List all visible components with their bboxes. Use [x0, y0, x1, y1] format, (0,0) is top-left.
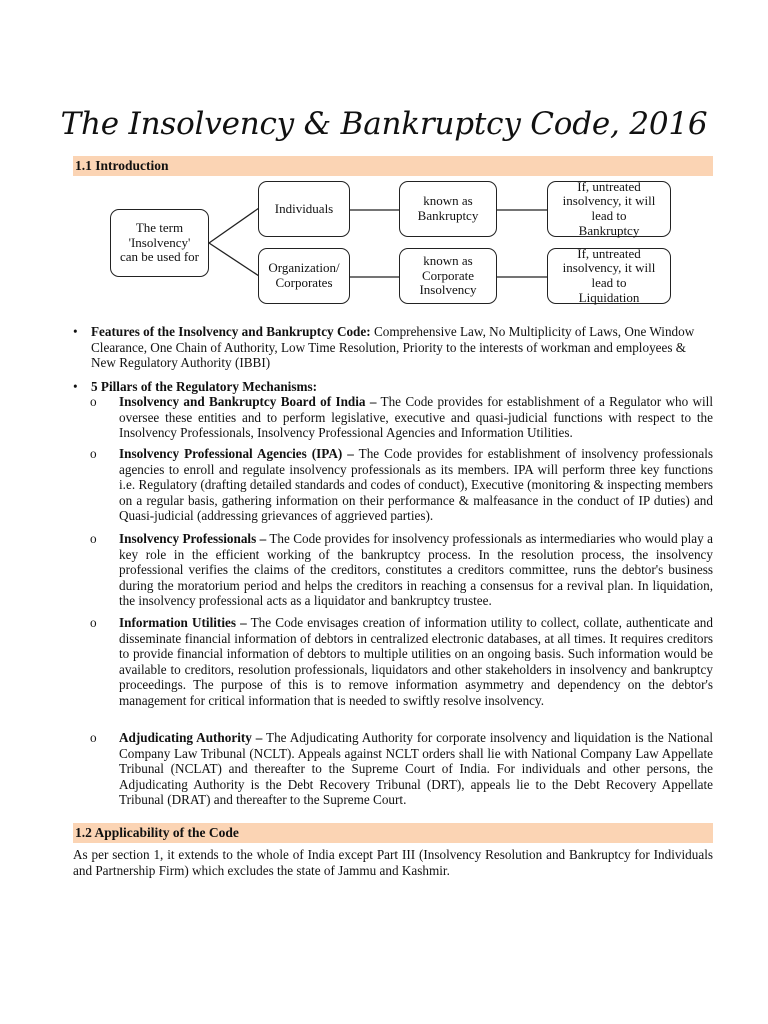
diagram-box-individuals: Individuals: [258, 181, 350, 237]
diagram-box-lead-bankruptcy: If, untreated insolvency, it will lead to Bankruptcy: [547, 181, 671, 237]
bullet-dot: •: [73, 379, 78, 394]
pillar-item-ibbi: [90, 394, 713, 441]
features-text: Comprehensive Law, No Multiplicity of Laws, One Window Clearance, One Chain of Authority, Low Time Resolution, Priority to the interests of workman and employees & New Regulatory Authority (IBBI): [91, 324, 695, 371]
sub-bullet: o: [90, 730, 97, 745]
pillar-text: The Code envisages creation of information utility to collect, collate, authenticate and disseminate financial information of debtors in centralized electronic databases, at all times. It requires creditors to provide financial information of debtors to multiple utilities on an ongoing basis. Such information would be available to creditors, resolution professionals, liquidators and other stakeholders in insolvency and bankruptcy proceedings. The purpose of this is to remove information asymmetry and dependency on the debtor's management for critical information that is needed to swiftly resolve insolvency.: [119, 615, 713, 708]
sub-bullet: o: [90, 394, 97, 409]
pillar-text: The Code provides for insolvency professionals as intermediaries who would play a key role in the efficient working of the bankruptcy process. In the resolution process, the insolvency professional verifies the claims of the creditors, constitutes a creditors committee, runs the debtor's business during the moratorium period and helps the creditors in reaching a consensus for a revival plan. In liquidation, the insolvency professional acts as a liquidator and bankruptcy trustee.: [119, 531, 713, 609]
pillar-label: Insolvency Professional Agencies (IPA) –: [119, 446, 354, 461]
applicability-paragraph: As per section 1, it extends to the whole of India except Part III (Insolvency Resolution and Bankruptcy for Individuals and Partnership Firm) which excludes the state of Jammu and Kashmir.: [73, 847, 713, 878]
pillars-bullet: [73, 379, 713, 395]
pillars-label: 5 Pillars of the Regulatory Mechanisms:: [91, 379, 317, 394]
sub-bullet: o: [90, 531, 97, 546]
diagram-box-root: The term 'Insolvency' can be used for: [110, 209, 209, 277]
section-heading-applicability: 1.2 Applicability of the Code: [73, 823, 713, 843]
pillar-item-information-utilities: [90, 615, 713, 709]
sub-bullet: o: [90, 446, 97, 461]
pillar-text: The Adjudicating Authority for corporate insolvency and liquidation is the National Company Law Tribunal (NCLT). Appeals against NCLT orders shall lie with National Company Law Appellate Tribunal (NCLAT) and thereafter to the Supreme Court of India. For individuals and other persons, the Adjudicating Authority is the Debt Recovery Tribunal (DRT), appeals lie to the Debt Recovery Appellate Tribunal (DRAT) and thereafter to the Supreme Court.: [119, 730, 713, 808]
pillar-label: Insolvency and Bankruptcy Board of India –: [119, 394, 377, 409]
pillar-label: Information Utilities –: [119, 615, 247, 630]
pillar-text: The Code provides for establishment of a Regulator who will oversee these entities and to perform legislative, executive and quasi-judicial functions with respect to the Insolvency Professionals, Insolvency Professional Agencies and Information Utilities.: [119, 394, 714, 441]
diagram-box-lead-liquidation: If, untreated insolvency, it will lead to Liquidation: [547, 248, 671, 304]
page-title: The Insolvency & Bankruptcy Code, 2016: [60, 106, 708, 142]
pillar-item-ipa: [90, 446, 713, 524]
features-bullet: [73, 324, 713, 371]
section-heading-introduction: 1.1 Introduction: [73, 156, 713, 176]
pillar-label: Adjudicating Authority –: [119, 730, 263, 745]
diagram-box-known-corporate: known as Corporate Insolvency: [399, 248, 497, 304]
diagram-box-organization: Organization/ Corporates: [258, 248, 350, 304]
pillar-item-professionals: [90, 531, 713, 609]
diagram-box-known-bankruptcy: known as Bankruptcy: [399, 181, 497, 237]
pillar-text: The Code provides for establishment of insolvency professionals agencies to enroll and regulate insolvency professionals as its members. IPA will perform three key functions i.e. Regulatory (drafting detailed standards and codes of conduct), Executive (monitoring & inspecting members on a regular basis, gathering information on their performance & malfeasance in the conduct of IP duties) and Quasi-judicial (addressing grievances of aggrieved parties).: [119, 446, 713, 524]
features-label: Features of the Insolvency and Bankruptcy Code:: [91, 324, 371, 339]
pillar-label: Insolvency Professionals –: [119, 531, 267, 546]
pillar-item-adjudicating-authority: [90, 730, 713, 808]
bullet-dot: •: [73, 324, 78, 339]
sub-bullet: o: [90, 615, 97, 630]
